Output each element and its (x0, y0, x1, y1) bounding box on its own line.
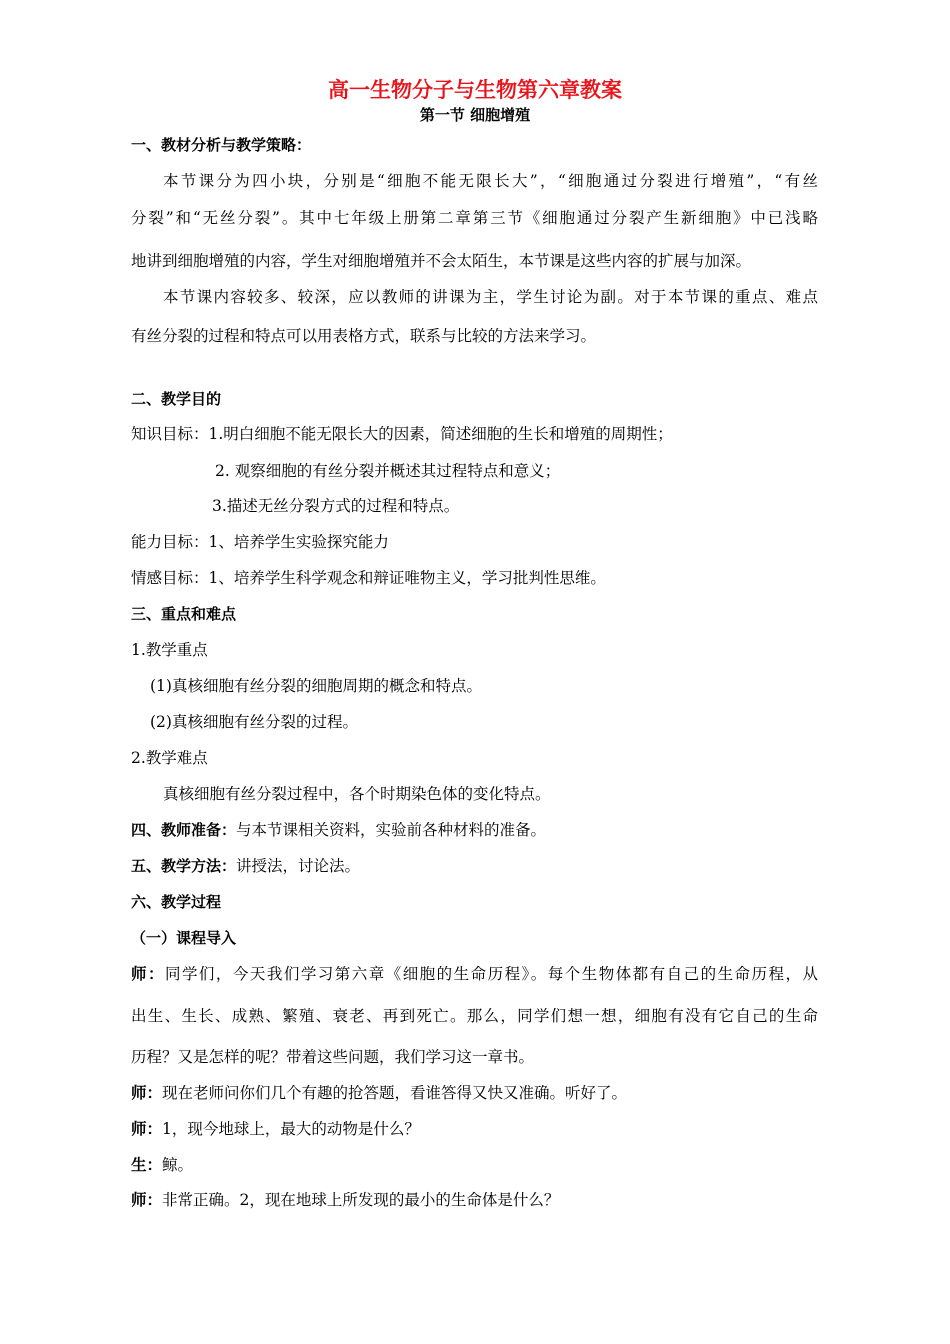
difficulty-item: 真核细胞有丝分裂过程中，各个时期染色体的变化特点。 (163, 785, 551, 803)
knowledge-goal-2: 2. 观察细胞的有丝分裂并概述其过程特点和意义； (215, 462, 561, 480)
difficulty-title: 2.教学难点 (131, 749, 208, 767)
paragraph-line: 本节课内容较多、较深，应以教师的讲课为主，学生讨论为副。对于本节课的重点、难点 (163, 288, 818, 306)
teacher-preparation-text: 与本节课相关资料，实验前各种材料的准备。 (236, 821, 547, 839)
dialogue-text: 1，现今地球上，最大的动物是什么？ (162, 1120, 420, 1138)
dialogue-line: 历程？又是怎样的呢？带着这些问题，我们学习这一章书。 (131, 1048, 535, 1066)
dialogue-text: 非常正确。2，现在地球上所发现的最小的生命体是什么？ (162, 1191, 560, 1209)
heading-teaching-goals: 二、教学目的 (131, 390, 222, 408)
speaker-label: 师： (131, 1120, 163, 1138)
speaker-label: 师： (131, 1084, 163, 1102)
speaker-label: 师： (131, 1191, 163, 1209)
document-title: 高一生物分子与生物第六章教案 (328, 78, 622, 102)
paragraph-line: 分裂”和“无丝分裂”。其中七年级上册第二章第三节《细胞通过分裂产生新细胞》中已浅略 (131, 209, 818, 227)
dialogue-line: 出生、生长、成熟、繁殖、衰老、再到死亡。那么，同学们想一想，细胞有没有它自己的生命 (131, 1007, 818, 1025)
paragraph-line: 地讲到细胞增殖的内容，学生对细胞增殖并不会太陌生，本节课是这些内容的扩展与加深。 (131, 252, 752, 270)
speaker-label: 生： (131, 1156, 163, 1174)
ability-goal: 能力目标：1、培养学生实验探究能力 (131, 533, 389, 551)
speaker-label: 师： (131, 965, 165, 983)
emotion-goal: 情感目标：1、培养学生科学观念和辩证唯物主义，学习批判性思维。 (131, 569, 606, 587)
heading-key-points: 三、重点和难点 (131, 605, 237, 623)
paragraph-line: 有丝分裂的过程和特点可以用表格方式，联系与比较的方法来学习。 (131, 327, 597, 345)
subheading-course-intro: （一）课程导入 (131, 929, 237, 947)
dialogue-text: 鲸。 (162, 1156, 194, 1174)
paragraph-line: 本节课分为四小块，分别是“细胞不能无限长大”，“细胞通过分裂进行增殖”，“有丝 (163, 172, 818, 190)
knowledge-goal-3: 3.描述无丝分裂方式的过程和特点。 (212, 497, 460, 515)
dialogue-line (131, 1154, 193, 1176)
key-point-item: (1)真核细胞有丝分裂的细胞周期的概念和特点。 (150, 677, 482, 695)
dialogue-text: 同学们，今天我们学习第六章《细胞的生命历程》。每个生物体都有自己的生命历程，从 (164, 965, 818, 983)
key-point-item: (2)真核细胞有丝分裂的过程。 (150, 713, 358, 731)
teaching-method-text: 讲授法，讨论法。 (236, 857, 361, 875)
teacher-preparation-label: 四、教师准备： (131, 821, 237, 839)
knowledge-goal-1: 知识目标：1.明白细胞不能无限长大的因素，简述细胞的生长和增殖的周期性； (131, 425, 673, 443)
dialogue-line (131, 1082, 627, 1104)
teacher-preparation (131, 819, 546, 841)
heading-teaching-analysis: 一、教材分析与教学策略： (131, 136, 312, 154)
dialogue-line (131, 1118, 420, 1140)
teaching-method (131, 855, 360, 877)
section-subtitle: 第一节 细胞增殖 (419, 106, 531, 124)
key-point-title: 1.教学重点 (131, 641, 208, 659)
dialogue-text: 现在老师问你们几个有趣的抢答题，看谁答得又快又准确。听好了。 (162, 1084, 628, 1102)
teaching-method-label: 五、教学方法： (131, 857, 237, 875)
heading-teaching-process: 六、教学过程 (131, 893, 222, 911)
dialogue-line (131, 963, 818, 985)
dialogue-line (131, 1189, 559, 1211)
